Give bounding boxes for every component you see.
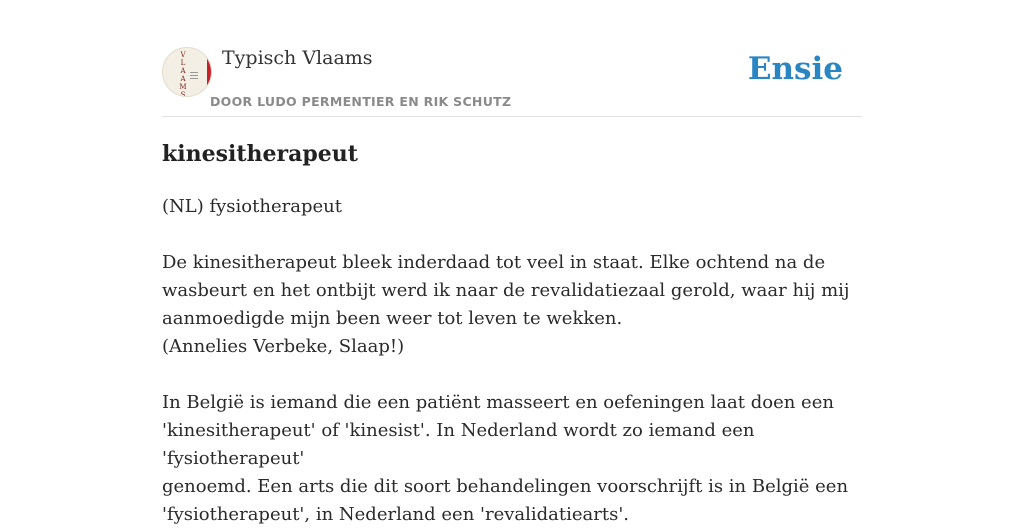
note-line: genoemd. Een arts die dit soort behandelingen voorschrijft is in België een bbox=[162, 476, 849, 497]
avatar-decoration bbox=[190, 72, 198, 73]
avatar-stripe bbox=[207, 56, 211, 90]
entry-content bbox=[162, 136, 862, 529]
quote-line: aanmoedigde mijn been weer tot leven te wekken. bbox=[162, 308, 623, 329]
author-byline: DOOR LUDO PERMENTIER EN RIK SCHUTZ bbox=[210, 94, 512, 109]
source-title-link[interactable]: Typisch Vlaams bbox=[222, 47, 373, 69]
quote-line: wasbeurt en het ontbijt werd ik naar de revalidatiezaal gerold, waar hij mij bbox=[162, 280, 850, 301]
example-quote bbox=[162, 249, 862, 361]
usage-note bbox=[162, 389, 862, 529]
quote-line: De kinesitherapeut bleek inderdaad tot veel in staat. Elke ochtend na de bbox=[162, 252, 826, 273]
note-line: 'fysiotherapeut', in Nederland een 'revalidatiearts'. bbox=[162, 504, 630, 525]
page-title: kinesitherapeut bbox=[162, 141, 358, 167]
definition-text: (NL) fysiotherapeut bbox=[162, 196, 342, 217]
book-cover-avatar[interactable] bbox=[162, 47, 212, 97]
page-header bbox=[162, 44, 862, 117]
note-line: In België is iemand die een patiënt masseert en oefeningen laat doen een bbox=[162, 392, 834, 413]
ensie-logo-link[interactable]: Ensie bbox=[747, 51, 843, 87]
note-line: 'kinesitherapeut' of 'kinesist'. In Nederland wordt zo iemand een 'fysiotherapeut' bbox=[162, 420, 755, 469]
quote-source: (Annelies Verbeke, Slaap!) bbox=[162, 336, 405, 357]
avatar-lettering: V L A A M S bbox=[179, 51, 187, 97]
